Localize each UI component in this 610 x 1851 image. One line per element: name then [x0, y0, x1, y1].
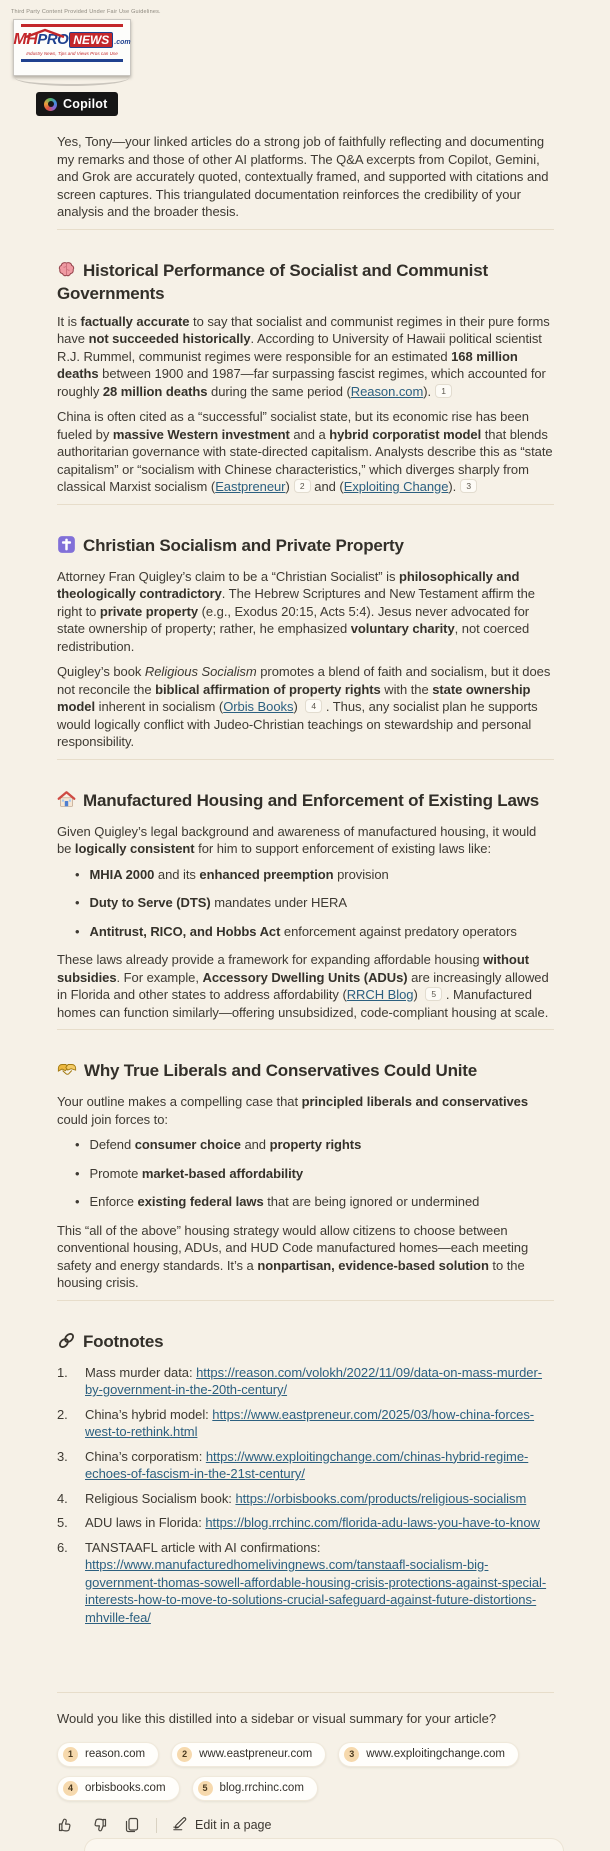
bullet-list	[57, 866, 554, 941]
bold-text: voluntary charity	[350, 621, 455, 636]
footnote-item	[57, 1364, 554, 1399]
section-heading-text: Christian Socialism and Private Property	[83, 535, 404, 555]
bold-text: Accessory Dwelling Units (ADUs)	[202, 969, 408, 985]
bold-text: principled liberals and conservatives	[301, 1094, 529, 1109]
bullet-item	[57, 1193, 554, 1211]
footnote-text: Religious Socialism book: https://orbisbooks.com/products/religious-socialism	[85, 1490, 527, 1506]
house-icon	[57, 790, 76, 814]
bullet-item	[57, 1165, 554, 1183]
link-icon	[57, 1331, 76, 1355]
footnote-item	[57, 1490, 554, 1508]
bold-text: enhanced preemption	[199, 866, 334, 882]
inline-link[interactable]: https://www.manufacturedhomelivingnews.com/tanstaafl-socialism-big-government-thomas-sowell-affordable-housing-crisis-protections-against-special-interests-how-to-move-to-solutions-crucial-safeguard-against-future-distortions-mhville-fea/	[85, 1557, 547, 1625]
footnote-number: 6.	[57, 1539, 68, 1555]
footnote-text: China’s corporatism: https://www.exploitingchange.com/chinas-hybrid-regime-echoes-of-fascism-in-the-21st-century/	[85, 1448, 529, 1481]
footnote-number: 2.	[57, 1406, 68, 1422]
bullet-marker: •	[75, 866, 80, 882]
source-pill-domain: www.eastpreneur.com	[199, 1748, 313, 1760]
source-pill-domain: orbisbooks.com	[85, 1782, 166, 1794]
footnote-text: Mass murder data: https://reason.com/volokh/2022/11/09/data-on-mass-murder-by-government-in-the-20th-century/	[85, 1364, 543, 1397]
bold-text: biblical affirmation of property rights	[155, 681, 381, 697]
bold-text: hybrid corporatist model	[329, 426, 482, 442]
bold-text: property rights	[269, 1137, 362, 1152]
inline-link[interactable]: Eastpreneur	[215, 479, 286, 494]
bold-text: without subsidies	[57, 952, 529, 985]
italic-text: Religious Socialism	[144, 664, 257, 679]
cross-icon	[57, 535, 76, 559]
bold-text: consumer choice	[134, 1137, 241, 1152]
logo-news: NEWS	[69, 32, 113, 48]
copilot-label: Copilot	[63, 97, 108, 111]
source-pill-number: 3	[344, 1747, 359, 1762]
section-divider	[57, 229, 554, 230]
handshake-icon	[57, 1060, 77, 1084]
paragraph: Quigley’s book Religious Socialism promotes a blend of faith and socialism, but it does not reconcile the biblical affirmation of property rights with the state ownership model inherent in socialism (Orbis Books) 4 . Thus, any socialist plan he supports would logically conflict with Judeo-Christian teachings on stewardship and personal responsibility.	[57, 664, 551, 749]
inline-link[interactable]: https://www.exploitingchange.com/chinas-hybrid-regime-echoes-of-fascism-in-the-21st-century/	[85, 1448, 529, 1481]
section-divider	[57, 1300, 554, 1301]
section-heading-text: Footnotes	[83, 1331, 164, 1351]
citation-badge[interactable]: 2	[294, 479, 311, 493]
bullet-text: Promote market-based affordability	[89, 1165, 304, 1181]
footnote-text: TANSTAAFL article with AI confirmations: https://www.manufacturedhomelivingnews.com/tanstaafl-socialism-big-government-thomas-sowell-affordable-housing-crisis-protections-against-special-interests-how-to-move-to-solutions-crucial-safeguard-against-future-distortions-mhville-fea/	[85, 1539, 547, 1625]
footnote-text: ADU laws in Florida: https://blog.rrchinc.com/florida-adu-laws-you-have-to-know	[85, 1515, 540, 1530]
section-heading-text: Historical Performance of Socialist and Communist Governments	[57, 260, 488, 303]
bullet-item	[57, 894, 554, 912]
source-pill-number: 5	[198, 1781, 213, 1796]
bold-text: 28 million deaths	[102, 383, 208, 399]
footnote-item	[57, 1514, 554, 1532]
paragraph: Your outline makes a compelling case that principled liberals and conservatives could join forces to:	[57, 1094, 529, 1127]
citation-badge[interactable]: 1	[435, 384, 452, 398]
bold-text: not succeeded historically	[88, 331, 251, 346]
roof-icon	[24, 26, 66, 42]
bold-text: market-based affordability	[141, 1165, 304, 1181]
thumbs-down-button[interactable]	[90, 1816, 108, 1834]
logo-tagline: Industry News, Tips and Views Pros can Use	[26, 51, 118, 56]
followup-question: Would you like this distilled into a sidebar or visual summary for your article?	[57, 1711, 497, 1726]
paragraph: Given Quigley’s legal background and awareness of manufactured housing, it would be logically consistent for him to support enforcement of existing laws like:	[57, 823, 537, 856]
edit-in-page-button[interactable]	[172, 1816, 271, 1835]
citation-badge[interactable]: 5	[425, 987, 442, 1001]
logo-pro: PRO	[37, 31, 69, 48]
source-pill-number: 1	[63, 1747, 78, 1762]
logo-bottom-bar	[21, 59, 123, 62]
bold-text: state ownership model	[57, 681, 531, 714]
source-pill[interactable]	[57, 1776, 180, 1801]
citation-badge[interactable]: 4	[305, 699, 322, 713]
footnote-item	[57, 1539, 554, 1627]
bold-text: existing federal laws	[137, 1194, 264, 1209]
bold-text: philosophically and theologically contradictory	[57, 568, 520, 601]
citation-badge[interactable]: 3	[460, 479, 477, 493]
bold-text: logically consistent	[74, 841, 195, 856]
source-pill-number: 4	[63, 1781, 78, 1796]
copy-button[interactable]	[123, 1816, 141, 1834]
footnote-text: China’s hybrid model: https://www.eastpreneur.com/2025/03/how-china-forces-west-to-rethink.html	[85, 1406, 535, 1439]
paragraph: These laws already provide a framework for expanding affordable housing without subsidies. For example, Accessory Dwelling Units (ADUs) are increasingly allowed in Florida and other states to address affordability (RRCH Blog) 5 . Manufactured homes can function similarly—offering unsubsidized, code-compliant housing at scale.	[57, 952, 549, 1020]
bold-text: Antitrust, RICO, and Hobbs Act	[89, 923, 281, 939]
source-pill-domain: reason.com	[85, 1748, 146, 1760]
footnote-number: 1.	[57, 1364, 68, 1380]
bold-text: massive Western investment	[112, 426, 290, 442]
bullet-marker: •	[75, 1194, 80, 1209]
mhpronews-logo	[13, 19, 131, 76]
source-pill-domain: blog.rrchinc.com	[219, 1782, 304, 1794]
footnote-number: 3.	[57, 1448, 68, 1464]
bottom-cluster	[57, 1692, 554, 1835]
bullet-text: Defend consumer choice and property rights	[89, 1137, 362, 1152]
footnote-number: 4.	[57, 1490, 68, 1506]
logo-mh: MH	[13, 31, 38, 48]
bullet-text: Duty to Serve (DTS) mandates under HERA	[89, 895, 347, 910]
inline-link[interactable]: https://orbisbooks.com/products/religious-socialism	[235, 1490, 527, 1506]
paragraph: This “all of the above” housing strategy would allow citizens to choose between conventional housing, ADUs, and HUD Code manufactured homes—each meeting safety and energy standards. It’s a nonpartisan, evidence-based solution to the housing crisis.	[57, 1222, 529, 1290]
bullet-text: MHIA 2000 and its enhanced preemption provision	[89, 866, 389, 882]
source-pill[interactable]	[171, 1742, 326, 1767]
bullet-marker: •	[75, 895, 80, 910]
inline-link[interactable]: Orbis Books	[223, 699, 294, 714]
bullet-item	[57, 1136, 554, 1154]
section-heading-text: Why True Liberals and Conservatives Could Unite	[84, 1061, 478, 1080]
footnote-list	[57, 1364, 554, 1627]
section-heading	[57, 260, 554, 304]
inline-link[interactable]: https://reason.com/volokh/2022/11/09/data-on-mass-murder-by-government-in-the-20th-century/	[85, 1364, 543, 1397]
copilot-logo-icon	[44, 98, 57, 111]
composer-container[interactable]	[84, 1838, 564, 1851]
fair-use-disclaimer: Third Party Content Provided Under Fair Use Guidelines.	[11, 9, 161, 15]
inline-link[interactable]: Exploiting Change	[343, 479, 449, 494]
bold-text: factually accurate	[80, 313, 190, 329]
source-pill[interactable]	[192, 1776, 318, 1801]
source-pills	[57, 1742, 554, 1801]
section-heading	[57, 790, 554, 814]
bullet-text: Antitrust, RICO, and Hobbs Act enforcement against predatory operators	[89, 923, 517, 939]
paragraph: Yes, Tony—your linked articles do a strong job of faithfully reflecting and documenting my remarks and those of other AI platforms. The Q&A excerpts from Copilot, Gemini, and Grok are accurately quoted, contextually framed, and supported with citations and screen captures. This triangulated documentation reinforces the credibility of your analysis and the broader thesis.	[57, 134, 549, 219]
source-pill-number: 2	[177, 1747, 192, 1762]
bullet-marker: •	[75, 1165, 80, 1181]
section-divider	[57, 504, 554, 505]
section-heading	[57, 1331, 554, 1355]
inline-link[interactable]: https://blog.rrchinc.com/florida-adu-laws-you-have-to-know	[205, 1515, 540, 1530]
logo-wordmark	[14, 32, 130, 48]
copilot-badge	[36, 92, 118, 116]
section-heading	[57, 535, 554, 559]
paragraph: China is often cited as a “successful” socialist state, but its economic rise has been fueled by massive Western investment and a hybrid corporatist model that blends authoritarian governance with state-directed capitalism. Analysts describe this as “state capitalism” or “socialism with Chinese characteristics,” which diverges sharply from classical Marxist socialism (Eastpreneur) 2 and (Exploiting Change). 3	[57, 409, 553, 494]
section-heading-text: Manufactured Housing and Enforcement of Existing Laws	[83, 790, 540, 810]
bold-text: nonpartisan, evidence-based solution	[257, 1257, 489, 1273]
bullet-item	[57, 923, 554, 941]
bold-text: private property	[99, 603, 199, 619]
message-body	[57, 133, 554, 1692]
footnote-item	[57, 1406, 554, 1441]
source-pill[interactable]	[57, 1742, 159, 1767]
footnote-item	[57, 1448, 554, 1483]
action-bar-separator	[156, 1818, 157, 1833]
inline-link[interactable]: Reason.com	[350, 383, 424, 399]
paragraph: Attorney Fran Quigley’s claim to be a “Christian Socialist” is philosophically and theologically contradictory. The Hebrew Scriptures and New Testament affirm the right to private property (e.g., Exodus 20:15, Acts 5:4). Jesus never advocated for state ownership of property; rather, he emphasized voluntary charity, not coerced redistribution.	[57, 568, 535, 654]
edit-in-page-label: Edit in a page	[195, 1818, 272, 1832]
brain-icon	[57, 260, 76, 284]
section-divider	[57, 1029, 554, 1030]
source-pill-domain: www.exploitingchange.com	[366, 1748, 505, 1760]
thumbs-up-button[interactable]	[57, 1816, 75, 1834]
logo-com: .com	[114, 39, 131, 46]
bullet-text: Enforce existing federal laws that are being ignored or undermined	[89, 1194, 480, 1209]
section-heading	[57, 1060, 554, 1084]
bullet-list	[57, 1136, 554, 1211]
bold-text: MHIA 2000	[89, 866, 155, 882]
bullet-marker: •	[75, 1137, 80, 1152]
edit-pen-icon	[172, 1816, 188, 1835]
bold-text: 168 million deaths	[57, 348, 518, 381]
section-divider	[57, 759, 554, 760]
bullet-item	[57, 866, 554, 884]
source-pill[interactable]	[338, 1742, 519, 1767]
bold-text: Duty to Serve (DTS)	[89, 895, 211, 910]
logo-shadow-curl	[15, 78, 129, 86]
action-bar	[57, 1816, 554, 1835]
inline-link[interactable]: https://www.eastpreneur.com/2025/03/how-china-forces-west-to-rethink.html	[85, 1406, 535, 1439]
footnote-number: 5.	[57, 1515, 68, 1530]
paragraph: It is factually accurate to say that socialist and communist regimes in their pure forms have not succeeded historically. According to University of Hawaii political scientist R.J. Rummel, communist regimes were responsible for an estimated 168 million deaths between 1900 and 1987—far surpassing fascist regimes, which accounted for roughly 28 million deaths during the same period (Reason.com). 1	[57, 313, 550, 399]
bullet-marker: •	[75, 923, 80, 939]
inline-link[interactable]: RRCH Blog	[346, 987, 414, 1002]
